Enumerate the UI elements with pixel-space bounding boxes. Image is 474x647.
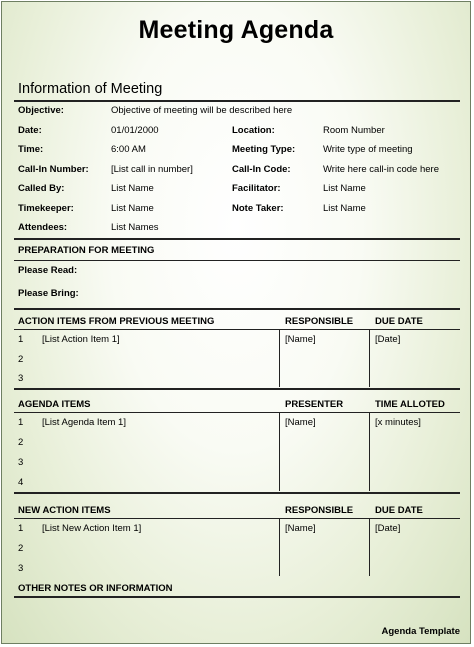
please-bring-label: Please Bring: <box>18 288 79 299</box>
date-value: 01/01/2000 <box>111 125 159 136</box>
table-row-item: [List Action Item 1] <box>42 334 120 345</box>
divider <box>14 492 460 494</box>
called-by-value: List Name <box>111 183 154 194</box>
agenda-page <box>1 1 471 644</box>
footer-label: Agenda Template <box>381 626 460 637</box>
objective-value: Objective of meeting will be described here <box>111 105 293 116</box>
table-row-item: [List Agenda Item 1] <box>42 417 126 428</box>
divider <box>14 308 460 310</box>
table-row-number: 3 <box>18 373 24 384</box>
column-divider <box>279 412 280 491</box>
table-row-number: 3 <box>18 563 24 574</box>
table-row-due: [Date] <box>375 523 401 534</box>
table-row-number: 1 <box>18 334 24 345</box>
preparation-heading: PREPARATION FOR MEETING <box>18 245 155 256</box>
table-row-due: [Date] <box>375 334 401 345</box>
column-divider <box>369 518 370 576</box>
table-row-number: 1 <box>18 417 24 428</box>
meeting-type-label: Meeting Type: <box>232 144 296 155</box>
table-row-number: 2 <box>18 437 24 448</box>
time-value: 6:00 AM <box>111 144 146 155</box>
table-row-number: 2 <box>18 543 24 554</box>
meeting-type-value: Write type of meeting <box>323 144 413 155</box>
attendees-value: List Names <box>111 222 159 233</box>
attendees-label: Attendees: <box>18 222 68 233</box>
location-label: Location: <box>232 125 275 136</box>
table-row-number: 4 <box>18 477 24 488</box>
new-actions-due-header: DUE DATE <box>375 505 423 516</box>
divider <box>14 518 460 519</box>
call-in-number-value: [List call in number] <box>111 164 193 175</box>
call-in-code-label: Call-In Code: <box>232 164 291 175</box>
column-divider <box>279 329 280 387</box>
location-value: Room Number <box>323 125 385 136</box>
action-previous-header: ACTION ITEMS FROM PREVIOUS MEETING <box>18 316 215 327</box>
table-row-item: [List New Action Item 1] <box>42 523 142 534</box>
divider <box>14 388 460 390</box>
timekeeper-label: Timekeeper: <box>18 203 74 214</box>
timekeeper-value: List Name <box>111 203 154 214</box>
please-read-label: Please Read: <box>18 265 78 276</box>
new-actions-responsible-header: RESPONSIBLE <box>285 505 354 516</box>
table-row-number: 3 <box>18 457 24 468</box>
divider <box>14 596 460 598</box>
objective-label: Objective: <box>18 105 64 116</box>
info-heading: Information of Meeting <box>18 81 163 97</box>
new-actions-header: NEW ACTION ITEMS <box>18 505 111 516</box>
agenda-presenter-header: PRESENTER <box>285 399 344 410</box>
call-in-number-label: Call-In Number: <box>18 164 89 175</box>
column-divider <box>279 518 280 576</box>
table-row-number: 1 <box>18 523 24 534</box>
call-in-code-value: Write here call-in code here <box>323 164 439 175</box>
note-taker-value: List Name <box>323 203 366 214</box>
page-title: Meeting Agenda <box>138 16 334 44</box>
date-label: Date: <box>18 125 42 136</box>
divider <box>14 238 460 240</box>
facilitator-value: List Name <box>323 183 366 194</box>
table-row-responsible: [Name] <box>285 523 316 534</box>
agenda-time-header: TIME ALLOTED <box>375 399 445 410</box>
table-row-responsible: [Name] <box>285 334 316 345</box>
other-notes-heading: OTHER NOTES OR INFORMATION <box>18 583 173 594</box>
note-taker-label: Note Taker: <box>232 203 284 214</box>
action-previous-due-header: DUE DATE <box>375 316 423 327</box>
called-by-label: Called By: <box>18 183 65 194</box>
table-row-presenter: [Name] <box>285 417 316 428</box>
column-divider <box>369 412 370 491</box>
agenda-header: AGENDA ITEMS <box>18 399 91 410</box>
column-divider <box>369 329 370 387</box>
time-label: Time: <box>18 144 44 155</box>
divider <box>14 329 460 330</box>
table-row-time: [x minutes] <box>375 417 421 428</box>
facilitator-label: Facilitator: <box>232 183 281 194</box>
action-previous-responsible-header: RESPONSIBLE <box>285 316 354 327</box>
divider <box>14 260 460 261</box>
divider <box>14 412 460 413</box>
table-row-number: 2 <box>18 354 24 365</box>
divider <box>14 100 460 102</box>
